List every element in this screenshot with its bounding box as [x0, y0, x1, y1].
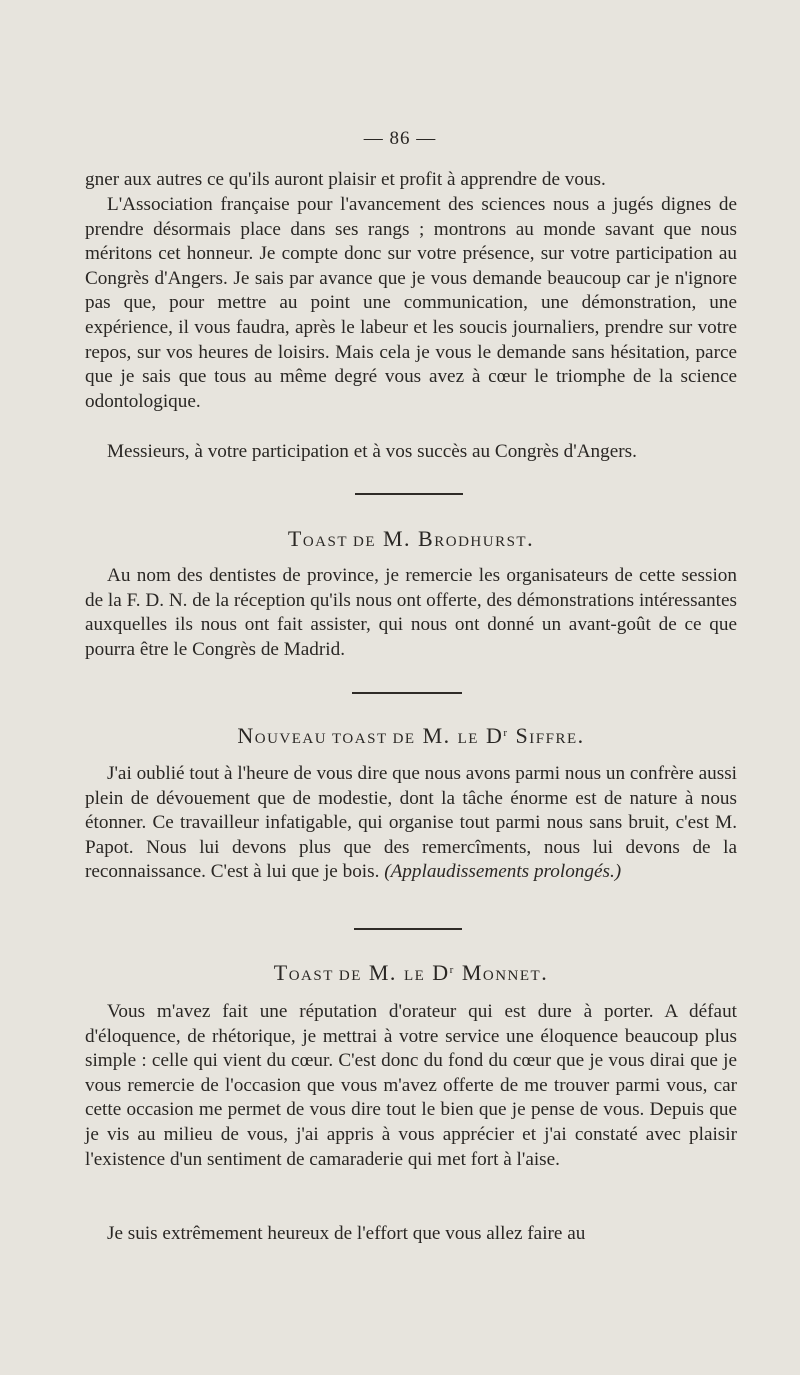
heading-text: OAST DE — [288, 968, 362, 984]
heading-text: . — [577, 723, 585, 748]
heading-text: M. — [361, 960, 404, 985]
intro-paragraph-3: Messieurs, à votre participation et à vos succès au Congrès d'Angers. — [107, 441, 637, 462]
heading-text: OUVEAU TOAST DE — [254, 731, 416, 747]
toast-siffre-body — [85, 762, 737, 885]
heading-text: N — [237, 723, 255, 748]
section-divider-2 — [352, 692, 462, 694]
heading-text: M. — [415, 723, 458, 748]
heading-toast-brodhurst — [85, 526, 737, 552]
heading-text: D — [478, 723, 504, 748]
heading-text: D — [425, 960, 450, 985]
toast-siffre-text: J'ai oublié tout à l'heure de vous dire que nous avons parmi nous un confrère aussi plein de dévouement que de modestie, dont la tâche énorme est de nature à nous étonner. Ce travailleur infatigable, qui organise tout parmi nous sans bruit, c'est M. Papot. Nous lui devons plus que des remercîments, nous lui devons de la reconnaissance. C'est à lui que je bois. — [85, 763, 737, 883]
heading-text: OAST DE — [302, 534, 376, 550]
heading-text: M — [454, 960, 483, 985]
toast-brodhurst-body: Au nom des dentistes de province, je remercie les organisateurs de cette session de la F. D. N. de la réception qu'ils nous ont offerte, des démonstrations intéressantes auxquelles ils nous ont fait assister, qui nous ont donné un avant-goût de ce que pourra être le Congrès de Madrid. — [85, 565, 737, 660]
heading-text: S — [508, 723, 530, 748]
intro-paragraph-1: gner aux autres ce qu'ils auront plaisir et profit à apprendre de vous. — [85, 169, 606, 190]
heading-superscript: r — [503, 727, 509, 739]
heading-text: IFFRE — [529, 731, 578, 747]
page-number: — 86 — — [363, 128, 437, 149]
intro-paragraph-2: L'Association française pour l'avancement des sciences nous a jugés dignes de prendre désormais place dans ses rangs ; montrons au monde savant que nous méritons cet honneur. Je compte donc sur votre présence, sur votre participation au Congrès d'Angers. Je sais par avance que je vous demande beaucoup car je n'ignore pas que, pour mettre au point une communication, une démonstration, une expérience, il vous faudra, après le labeur et les soucis journaliers, prendre sur votre repos, sur vos heures de loisirs. Mais cela je vous le demande sans hésitation, parce que je sais que tous au même degré vous avez à cœur le triomphe de la science odontologique. — [85, 194, 737, 412]
heading-text: . — [527, 526, 535, 551]
toast-monnet-body-continued: Je suis extrêmement heureux de l'effort que vous allez faire au — [107, 1223, 586, 1244]
heading-text: LE — [457, 731, 479, 747]
heading-text: LE — [403, 968, 426, 984]
section-divider-1 — [355, 493, 463, 495]
heading-text: T — [287, 526, 303, 551]
heading-toast-siffre — [85, 723, 737, 749]
section-divider-3 — [354, 928, 462, 930]
heading-toast-monnet — [85, 960, 737, 986]
heading-text: . — [541, 960, 549, 985]
heading-text: RODHURST — [434, 534, 528, 550]
applause-note: (Applaudissements prolongés.) — [384, 861, 622, 883]
heading-text: M. B — [376, 526, 435, 551]
heading-text: T — [273, 960, 289, 985]
heading-text: ONNET — [482, 968, 542, 984]
toast-monnet-body: Vous m'avez fait une réputation d'orateur qui est dure à porter. A défaut d'éloquence, de rhétorique, je mettrai à votre service une éloquence beaucoup plus simple : celle qui vient du cœur. C'est donc du fond du cœur que je vous dirai que je vous remercie de l'occasion que vous m'avez offerte de me trouver parmi vous, car cette occasion me permet de vous dire tout le bien que je pense de vous. Depuis que je vis au milieu de vous, j'ai appris à vous apprécier et j'ai constaté avec plaisir l'existence d'un sentiment de camaraderie qui met fort à l'aise. — [85, 1001, 737, 1170]
heading-superscript: r — [449, 964, 455, 976]
